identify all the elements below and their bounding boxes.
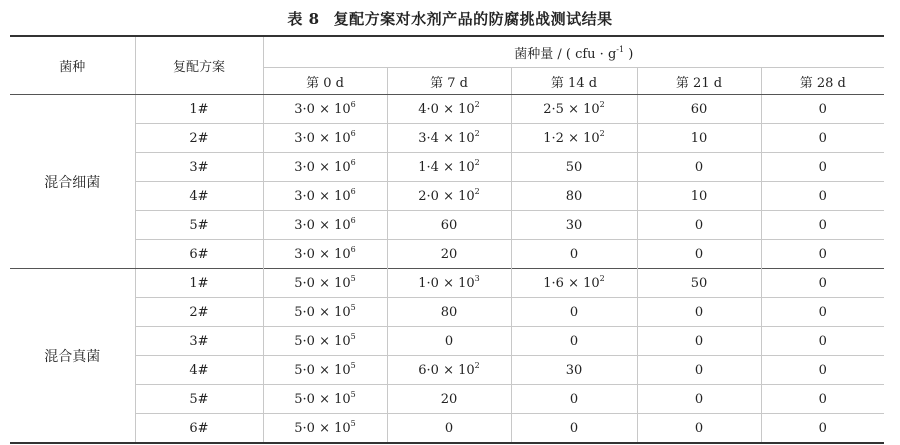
value-exponent: 6 — [350, 99, 356, 109]
scheme-cell: 1# — [135, 95, 263, 124]
value-exponent: 5 — [350, 302, 356, 312]
scheme-cell: 5# — [135, 211, 263, 240]
value-mantissa: 3·0 × 10 — [294, 246, 351, 262]
value-exponent: 5 — [350, 360, 356, 370]
scheme-cell: 4# — [135, 182, 263, 211]
value-exponent: 6 — [350, 186, 356, 196]
value-mantissa: 0 — [818, 159, 827, 175]
value-mantissa: 20 — [440, 391, 458, 407]
value-cell — [761, 124, 884, 153]
value-mantissa: 30 — [565, 217, 583, 233]
value-mantissa: 0 — [569, 391, 579, 407]
value-cell — [511, 211, 637, 240]
table-row — [10, 153, 884, 182]
value-cell — [263, 124, 387, 153]
header-day: 第 28 d — [761, 68, 884, 95]
value-cell — [263, 385, 387, 414]
value-mantissa: 6·0 × 10 — [418, 362, 475, 378]
value-mantissa: 5·0 × 10 — [294, 362, 351, 378]
value-mantissa: 50 — [565, 159, 583, 175]
value-cell — [263, 153, 387, 182]
value-mantissa: 1·2 × 10 — [543, 130, 600, 146]
scheme-cell: 1# — [135, 269, 263, 298]
value-cell — [387, 414, 511, 444]
value-mantissa: 0 — [818, 217, 827, 233]
value-mantissa: 0 — [818, 188, 827, 204]
value-exponent: 5 — [350, 389, 356, 399]
value-mantissa: 1·6 × 10 — [543, 275, 600, 291]
value-cell — [263, 95, 387, 124]
value-mantissa: 4·0 × 10 — [418, 101, 475, 117]
value-cell — [637, 182, 761, 211]
scheme-cell: 2# — [135, 298, 263, 327]
scheme-cell: 4# — [135, 356, 263, 385]
table-number: 表 8 — [287, 10, 320, 28]
value-mantissa: 10 — [690, 188, 708, 204]
value-cell — [511, 182, 637, 211]
value-mantissa: 0 — [694, 159, 704, 175]
value-mantissa: 30 — [565, 362, 583, 378]
value-mantissa: 5·0 × 10 — [294, 420, 351, 436]
value-mantissa: 0 — [444, 333, 454, 349]
value-mantissa: 0 — [818, 420, 827, 436]
value-exponent: 2 — [599, 273, 605, 283]
value-cell — [263, 327, 387, 356]
value-exponent: 2 — [474, 157, 480, 167]
table-row — [10, 124, 884, 153]
value-mantissa: 5·0 × 10 — [294, 391, 351, 407]
value-mantissa: 0 — [569, 420, 579, 436]
value-mantissa: 3·0 × 10 — [294, 217, 351, 233]
value-exponent: 6 — [350, 128, 356, 138]
table-row — [10, 356, 884, 385]
value-cell — [387, 356, 511, 385]
table-caption — [0, 8, 900, 29]
value-cell — [761, 240, 884, 269]
value-mantissa: 5·0 × 10 — [294, 333, 351, 349]
strain-cell: 混合真菌 — [10, 269, 135, 444]
value-cell — [387, 124, 511, 153]
value-cell — [761, 153, 884, 182]
value-cell — [387, 240, 511, 269]
value-mantissa: 5·0 × 10 — [294, 275, 351, 291]
value-cell — [511, 153, 637, 182]
value-cell — [511, 356, 637, 385]
value-cell — [387, 327, 511, 356]
table-row — [10, 269, 884, 298]
header-scheme: 复配方案 — [135, 36, 263, 95]
value-mantissa: 2·5 × 10 — [543, 101, 600, 117]
value-cell — [511, 95, 637, 124]
value-mantissa: 20 — [440, 246, 458, 262]
value-mantissa: 0 — [818, 391, 827, 407]
value-exponent: 6 — [350, 157, 356, 167]
value-mantissa: 0 — [694, 304, 704, 320]
scheme-cell: 6# — [135, 414, 263, 444]
value-mantissa: 0 — [818, 130, 827, 146]
value-mantissa: 1·0 × 10 — [418, 275, 475, 291]
value-cell — [387, 385, 511, 414]
value-mantissa: 0 — [569, 304, 579, 320]
value-cell — [511, 124, 637, 153]
value-cell — [637, 385, 761, 414]
value-mantissa: 10 — [690, 130, 708, 146]
table-row — [10, 327, 884, 356]
value-cell — [637, 414, 761, 444]
value-mantissa: 0 — [818, 333, 827, 349]
table-row — [10, 95, 884, 124]
header-day: 第 21 d — [637, 68, 761, 95]
value-cell — [511, 298, 637, 327]
value-exponent: 2 — [599, 128, 605, 138]
value-mantissa: 3·4 × 10 — [418, 130, 475, 146]
header-count: 菌种量 / ( cfu · $g^{-1}$ ) — [263, 36, 884, 68]
value-cell — [761, 414, 884, 444]
value-cell — [637, 95, 761, 124]
table-row — [10, 240, 884, 269]
table-row — [10, 298, 884, 327]
value-exponent: 3 — [474, 273, 480, 283]
value-mantissa: 3·0 × 10 — [294, 159, 351, 175]
value-mantissa: 0 — [818, 362, 827, 378]
scheme-cell: 3# — [135, 327, 263, 356]
value-cell — [387, 211, 511, 240]
value-cell — [637, 240, 761, 269]
value-cell — [761, 182, 884, 211]
value-mantissa: 0 — [818, 304, 827, 320]
table-row — [10, 414, 884, 444]
table-title: 复配方案对水剂产品的防腐挑战测试结果 — [333, 10, 613, 28]
value-mantissa: 0 — [694, 420, 704, 436]
value-exponent: 2 — [474, 186, 480, 196]
value-exponent: 5 — [350, 273, 356, 283]
value-mantissa: 80 — [565, 188, 583, 204]
table-row — [10, 182, 884, 211]
value-mantissa: 60 — [690, 101, 708, 117]
value-cell — [761, 95, 884, 124]
value-cell — [263, 356, 387, 385]
value-exponent: 6 — [350, 244, 356, 254]
value-cell — [637, 298, 761, 327]
scheme-cell: 5# — [135, 385, 263, 414]
value-cell — [761, 211, 884, 240]
scheme-cell: 6# — [135, 240, 263, 269]
value-cell — [263, 298, 387, 327]
value-cell — [511, 385, 637, 414]
value-cell — [637, 327, 761, 356]
value-mantissa: 2·0 × 10 — [418, 188, 475, 204]
header-day: 第 7 d — [387, 68, 511, 95]
value-mantissa: 1·4 × 10 — [418, 159, 475, 175]
value-cell — [263, 240, 387, 269]
value-exponent: 2 — [599, 99, 605, 109]
value-cell — [511, 240, 637, 269]
value-cell — [761, 298, 884, 327]
value-cell — [637, 124, 761, 153]
value-mantissa: 60 — [440, 217, 458, 233]
value-cell — [387, 182, 511, 211]
value-cell — [263, 182, 387, 211]
value-mantissa: 0 — [444, 420, 454, 436]
value-cell — [263, 414, 387, 444]
value-exponent: 5 — [350, 331, 356, 341]
value-cell — [263, 269, 387, 298]
value-exponent: 6 — [350, 215, 356, 225]
value-cell — [387, 95, 511, 124]
value-exponent: 5 — [350, 418, 356, 428]
value-mantissa: 50 — [690, 275, 708, 291]
value-mantissa: 0 — [818, 275, 827, 291]
value-cell — [387, 298, 511, 327]
value-cell — [387, 153, 511, 182]
value-mantissa: 0 — [694, 391, 704, 407]
value-mantissa: 0 — [818, 246, 827, 262]
strain-cell: 混合细菌 — [10, 95, 135, 269]
value-cell — [511, 414, 637, 444]
value-cell — [637, 211, 761, 240]
value-cell — [761, 385, 884, 414]
value-cell — [263, 211, 387, 240]
value-mantissa: 80 — [440, 304, 458, 320]
table-row — [10, 211, 884, 240]
header-strain: 菌种 — [10, 36, 135, 95]
value-exponent: 2 — [474, 128, 480, 138]
header-day: 第 0 d — [263, 68, 387, 95]
scheme-cell: 3# — [135, 153, 263, 182]
value-cell — [387, 269, 511, 298]
value-mantissa: 0 — [694, 246, 704, 262]
value-cell — [761, 269, 884, 298]
value-cell — [511, 327, 637, 356]
scheme-cell: 2# — [135, 124, 263, 153]
challenge-test-table — [10, 35, 884, 444]
value-mantissa: 3·0 × 10 — [294, 130, 351, 146]
value-exponent: 2 — [474, 360, 480, 370]
value-cell — [637, 269, 761, 298]
value-mantissa: 0 — [569, 246, 579, 262]
value-mantissa: 0 — [818, 101, 827, 117]
value-cell — [761, 327, 884, 356]
header-day: 第 14 d — [511, 68, 637, 95]
value-cell — [637, 153, 761, 182]
value-cell — [761, 356, 884, 385]
value-cell — [637, 356, 761, 385]
value-cell — [511, 269, 637, 298]
value-mantissa: 0 — [694, 333, 704, 349]
value-mantissa: 0 — [694, 362, 704, 378]
table-row — [10, 385, 884, 414]
value-mantissa: 3·0 × 10 — [294, 188, 351, 204]
value-mantissa: 5·0 × 10 — [294, 304, 351, 320]
value-mantissa: 3·0 × 10 — [294, 101, 351, 117]
value-mantissa: 0 — [569, 333, 579, 349]
value-exponent: 2 — [474, 99, 480, 109]
value-mantissa: 0 — [694, 217, 704, 233]
